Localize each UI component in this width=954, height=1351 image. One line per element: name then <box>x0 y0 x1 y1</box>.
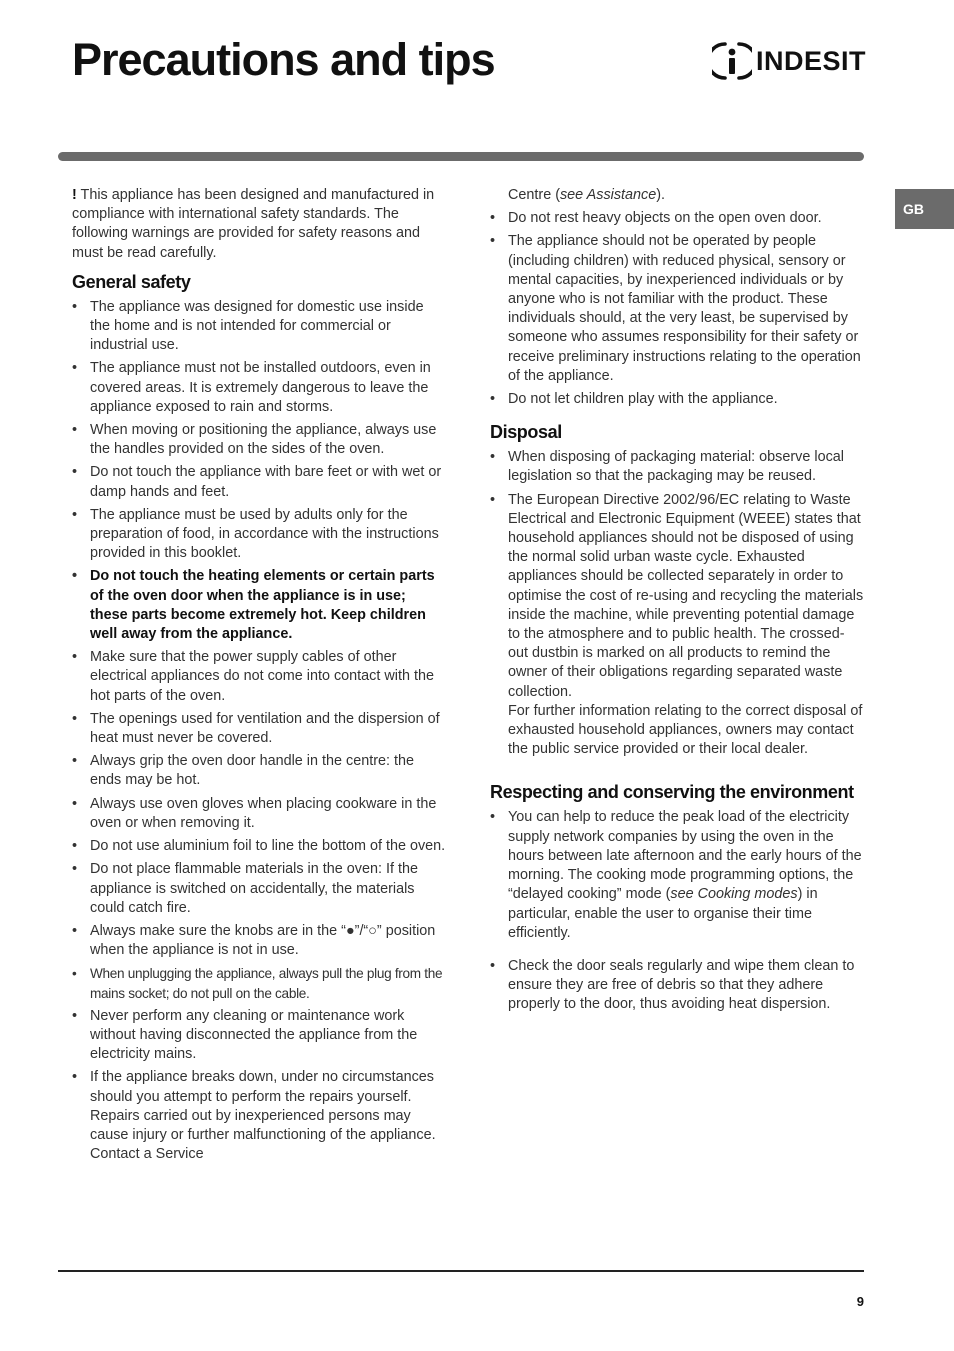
list-item: • Always make sure the knobs are in the “●”/“○” position when the appliance is not in use. <box>72 922 446 960</box>
list-item: • The appliance was designed for domestic use inside the home and is not intended for commercial or industrial use. <box>72 298 446 356</box>
intro-text: This appliance has been designed and manufactured in compliance with international safety standards. The following warnings are provided for safety reasons and must be read carefully. <box>72 187 435 261</box>
brand-logo-icon <box>712 40 752 82</box>
assistance-reference: see Assistance <box>559 187 657 203</box>
general-safety-list <box>72 298 446 1165</box>
page-title: Precautions and tips <box>72 34 495 85</box>
list-item: • If the appliance breaks down, under no circumstances should you attempt to perform the repairs yourself. Repairs carried out by inexperienced persons may cause injury or further malfunctioning of the appliance. Contact a Service <box>72 1068 446 1164</box>
list-item: • Always grip the oven door handle in the centre: the ends may be hot. <box>72 752 446 790</box>
list-item: • When disposing of packaging material: observe local legislation so that the packaging may be reused. <box>490 448 864 486</box>
continued-text-start: Centre ( <box>508 187 560 203</box>
list-item: • Do not place flammable materials in the oven: If the appliance is switched on accidentally, the materials could catch fire. <box>72 860 446 918</box>
list-item: • When moving or positioning the appliance, always use the handles provided on the sides of the oven. <box>72 421 446 459</box>
right-column <box>490 186 864 1029</box>
list-item: • Do not rest heavy objects on the open oven door. <box>490 209 864 228</box>
disposal-list <box>490 448 864 759</box>
further-info-text: For further information relating to the correct disposal of exhausted household appliances, owners may contact the public service provided or their local dealer. <box>508 702 863 758</box>
continued-text-end: ). <box>656 187 666 203</box>
left-column <box>72 186 446 1178</box>
list-item: • Always use oven gloves when placing cookware in the oven or when removing it. <box>72 795 446 833</box>
list-item <box>490 491 864 760</box>
environment-heading: Respecting and conserving the environment <box>490 782 854 803</box>
brand-logo <box>712 40 866 82</box>
list-item-warning: • Do not touch the heating elements or certain parts of the oven door when the appliance is in use; these parts become extremely hot. Keep children well away from the appliance. <box>72 567 446 644</box>
header-divider <box>58 152 864 161</box>
language-tab[interactable]: GB <box>895 189 954 229</box>
environment-text-start: You can help to reduce the peak load of the electricity supply network companies by using the oven in the hours between late afternoon and the early hours of the morning. The cooking mode programming options, the “delayed cooking” mode ( <box>508 809 862 903</box>
list-item: • Make sure that the power supply cables of other electrical appliances do not come into contact with the hot parts of the oven. <box>72 648 446 706</box>
brand-name: INDESIT <box>756 45 867 76</box>
list-item: • The appliance must be used by adults only for the preparation of food, in accordance with the instructions provided in this booklet. <box>72 506 446 564</box>
list-item: • The appliance should not be operated by people (including children) with reduced physical, sensory or mental capacities, by inexperienced individuals or by anyone who is not familiar with the product. These individuals should, at the very least, be supervised by someone who assumes responsibility for their safety or receive preliminary instructions relating to the operation of the appliance. <box>490 232 864 386</box>
list-item: • The openings used for ventilation and the dispersion of heat must never be covered. <box>72 710 446 748</box>
list-item: • When unplugging the appliance, always pull the plug from the mains socket; do not pull on the cable. <box>72 964 446 1002</box>
safety-continued-list <box>490 209 864 409</box>
list-item: • Do not use aluminium foil to line the bottom of the oven. <box>72 837 446 856</box>
environment-list <box>490 808 864 1014</box>
warning-mark: ! <box>72 187 77 203</box>
weee-text: The European Directive 2002/96/EC relating to Waste Electrical and Electronic Equipment (WEEE) states that household appliances should not be disposed of using the normal solid urban waste cycle. Exhausted appliances should be collected separately in order to optimise the cost of re-using and recycling the materials inside the machine, while preventing potential damage to the atmosphere and to public health. The crossed-out dustbin is marked on all products to remind the owner of their obligations regarding separated waste collection. <box>508 491 864 700</box>
list-item: • Check the door seals regularly and wipe them clean to ensure they are free of debris so that they adhere properly to the door, thus avoiding heat dispersion. <box>490 957 864 1015</box>
list-item: • Do not let children play with the appliance. <box>490 390 864 409</box>
list-item: • Never perform any cleaning or maintenance work without having disconnected the appliance from the electricity mains. <box>72 1007 446 1065</box>
environment-text-end: ) in particular, enable the user to organise their time efficiently. <box>508 886 818 941</box>
disposal-heading: Disposal <box>490 422 562 443</box>
general-safety-heading: General safety <box>72 271 191 292</box>
list-item: • The appliance must not be installed outdoors, even in covered areas. It is extremely dangerous to leave the appliance exposed to rain and storms. <box>72 359 446 417</box>
intro-paragraph <box>72 186 446 263</box>
cooking-modes-reference: see Cooking modes <box>670 886 798 903</box>
list-item: • Do not touch the appliance with bare feet or with wet or damp hands and feet. <box>72 463 446 501</box>
page-number: 9 <box>856 1294 864 1309</box>
list-item <box>490 808 864 942</box>
footer-divider <box>58 1270 864 1272</box>
continued-text <box>508 186 864 205</box>
